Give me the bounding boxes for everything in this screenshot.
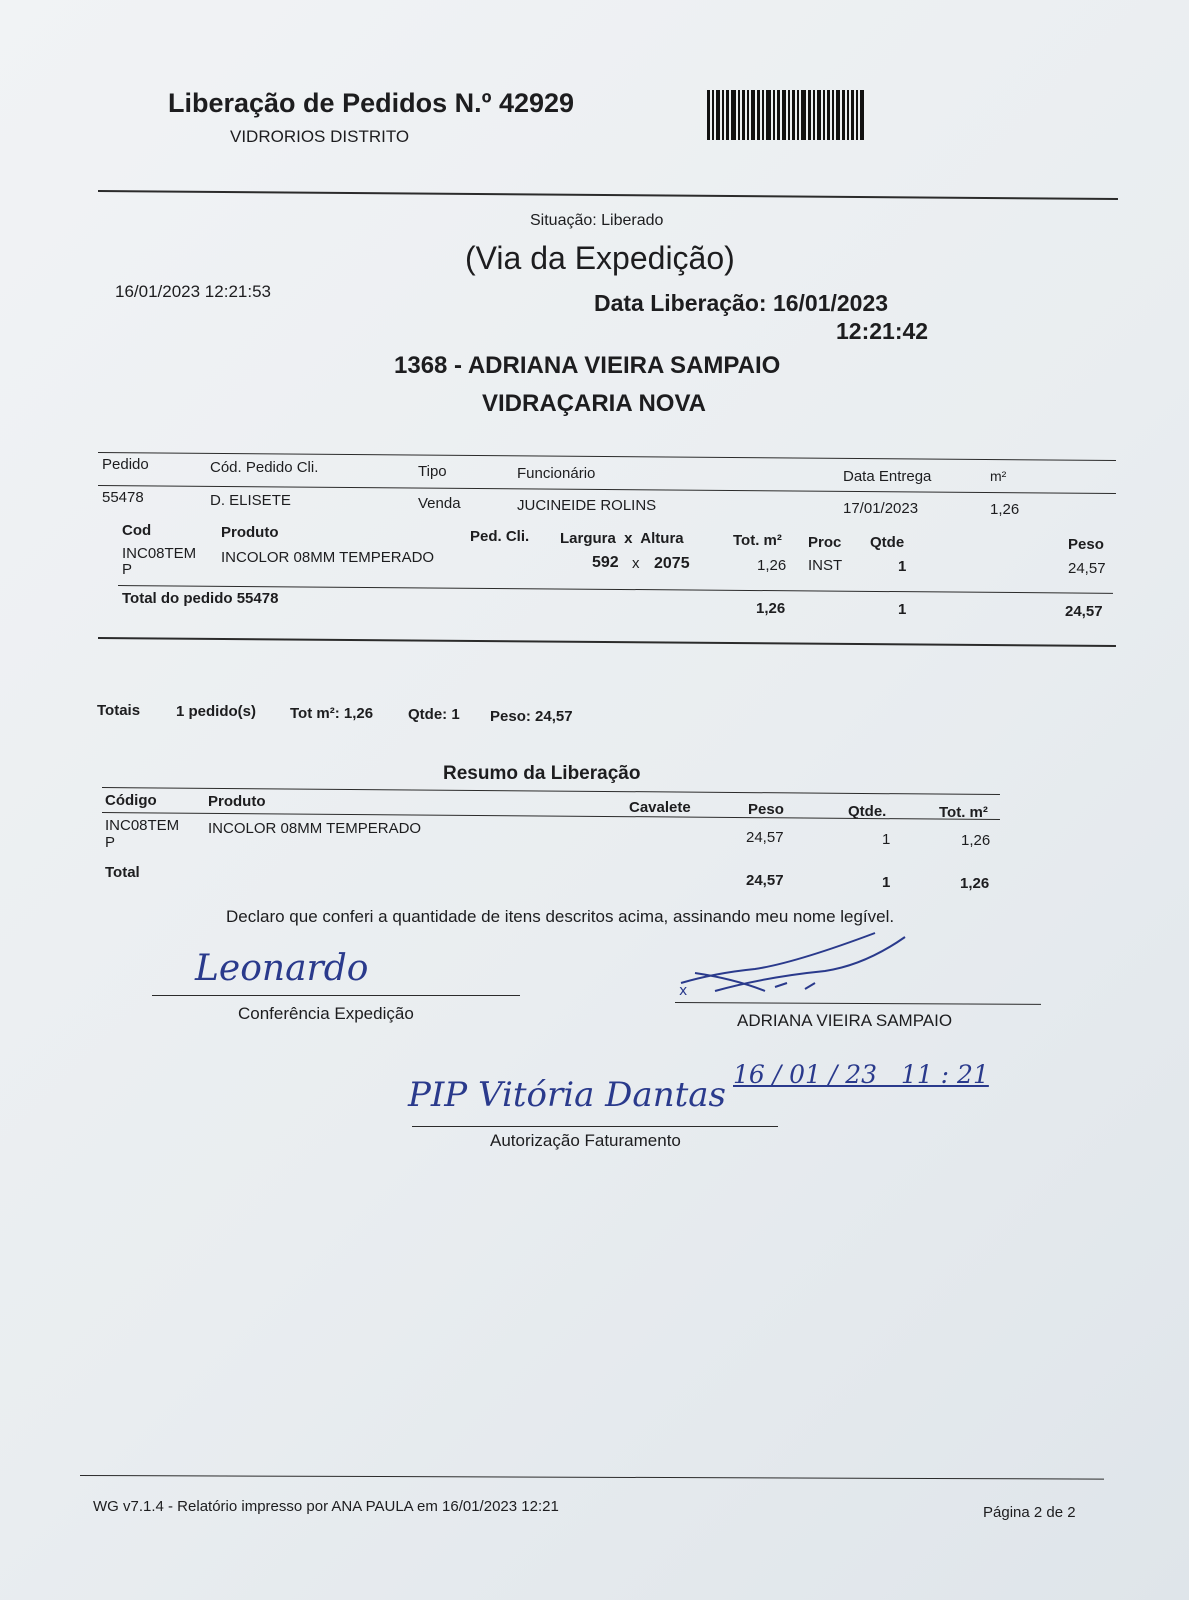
report-title: Liberação de Pedidos N.º 42929: [168, 88, 575, 118]
col-m2: m²: [990, 468, 1007, 484]
col-pedido: Pedido: [102, 456, 149, 473]
order-pedido: 55478: [102, 489, 144, 506]
client-label: ADRIANA VIEIRA SAMPAIO: [737, 1011, 953, 1030]
client-signature: [675, 925, 915, 1005]
header-divider: [98, 190, 1118, 200]
summary-col-codigo: Código: [105, 792, 157, 809]
order-total-qtde: 1: [898, 601, 907, 618]
item-col-ped-cli: Ped. Cli.: [470, 528, 530, 545]
print-datetime: 16/01/2023 12:21:53: [115, 282, 271, 301]
summary-col-tot-m2: Tot. m²: [939, 804, 988, 821]
svg-text:x: x: [679, 983, 688, 999]
order-total-label: Total do pedido 55478: [122, 590, 279, 607]
barcode: [707, 90, 887, 140]
authorization-signature-line: [412, 1126, 778, 1127]
release-date: Data Liberação: 16/01/2023: [594, 290, 889, 316]
order-total-peso: 24,57: [1065, 603, 1103, 620]
summary-produto: INCOLOR 08MM TEMPERADO: [208, 820, 422, 837]
summary-qtde: 1: [882, 831, 891, 848]
item-proc: INST: [808, 557, 843, 574]
totals-tot-m2: Tot m²: 1,26: [290, 705, 374, 722]
order-funcionario: JUCINEIDE ROLINS: [517, 497, 657, 514]
footer-line: [80, 1475, 1104, 1480]
summary-col-peso: Peso: [748, 801, 784, 818]
item-produto: INCOLOR 08MM TEMPERADO: [221, 549, 435, 566]
summary-title: Resumo da Liberação: [443, 763, 641, 784]
item-cod-line2: P: [122, 561, 133, 578]
order-tipo: Venda: [418, 495, 461, 512]
item-col-qtde: Qtde: [870, 534, 905, 551]
item-cod-line1: INC08TEM: [122, 545, 197, 562]
col-tipo: Tipo: [418, 463, 447, 480]
order-table-bottom-line: [98, 637, 1116, 647]
summary-total-label: Total: [105, 864, 140, 881]
item-altura: 2075: [654, 555, 690, 572]
item-col-produto: Produto: [221, 524, 279, 541]
totals-pedidos: 1 pedido(s): [176, 703, 257, 720]
totals-peso: Peso: 24,57: [490, 708, 573, 725]
totals-qtde: Qtde: 1: [408, 706, 460, 723]
conference-signature-line: [152, 995, 520, 996]
footer-printed-by: WG v7.1.4 - Relatório impresso por ANA PAULA em 16/01/2023 12:21: [93, 1498, 559, 1515]
summary-tot-m2: 1,26: [961, 832, 991, 849]
summary-codigo-line1: INC08TEM: [105, 817, 180, 834]
status-text: Situação: Liberado: [530, 212, 664, 229]
col-funcionario: Funcionário: [517, 465, 596, 482]
summary-col-cavalete: Cavalete: [629, 799, 691, 816]
summary-col-qtde: Qtde.: [848, 803, 887, 820]
item-peso: 24,57: [1068, 560, 1106, 577]
item-col-cod: Cod: [122, 522, 152, 539]
order-cod-pedido-cli: D. ELISETE: [210, 492, 291, 509]
footer-page: Página 2 de 2: [983, 1504, 1076, 1521]
order-total-m2: 1,26: [756, 600, 786, 617]
item-x: x: [632, 555, 640, 572]
declaration-text: Declaro que conferi a quantidade de itens descritos acima, assinando meu nome legível.: [226, 907, 895, 926]
copy-label: (Via da Expedição): [465, 240, 735, 276]
client-store: VIDRAÇARIA NOVA: [482, 390, 707, 417]
item-col-proc: Proc: [808, 534, 842, 551]
order-m2: 1,26: [990, 501, 1020, 518]
summary-peso: 24,57: [746, 829, 784, 846]
col-data-entrega: Data Entrega: [843, 468, 932, 485]
summary-total-tot-m2: 1,26: [960, 875, 990, 892]
summary-total-qtde: 1: [882, 874, 891, 891]
item-col-tot-m2: Tot. m²: [733, 532, 782, 549]
summary-col-produto: Produto: [208, 793, 266, 810]
item-qtde: 1: [898, 558, 907, 575]
conference-signature: Leonardo: [195, 948, 369, 989]
item-largura: 592: [592, 554, 619, 571]
release-time: 12:21:42: [836, 318, 929, 344]
summary-total-peso: 24,57: [746, 872, 784, 889]
client-name: 1368 - ADRIANA VIEIRA SAMPAIO: [394, 352, 781, 379]
item-col-largura-altura: Largura x Altura: [560, 530, 684, 547]
authorization-signature: PIP Vitória Dantas: [408, 1075, 726, 1115]
summary-codigo-line2: P: [105, 834, 116, 851]
conference-label: Conferência Expedição: [238, 1004, 414, 1023]
col-cod-pedido-cli: Cód. Pedido Cli.: [210, 459, 319, 476]
company-name: VIDRORIOS DISTRITO: [230, 127, 410, 146]
authorization-label: Autorização Faturamento: [490, 1131, 681, 1150]
order-data-entrega: 17/01/2023: [843, 500, 919, 517]
totals-label: Totais: [97, 702, 141, 719]
item-col-peso: Peso: [1068, 536, 1104, 553]
item-tot-m2: 1,26: [757, 557, 787, 574]
handwritten-date: 16 / 01 / 23 11 : 21: [733, 1060, 989, 1089]
